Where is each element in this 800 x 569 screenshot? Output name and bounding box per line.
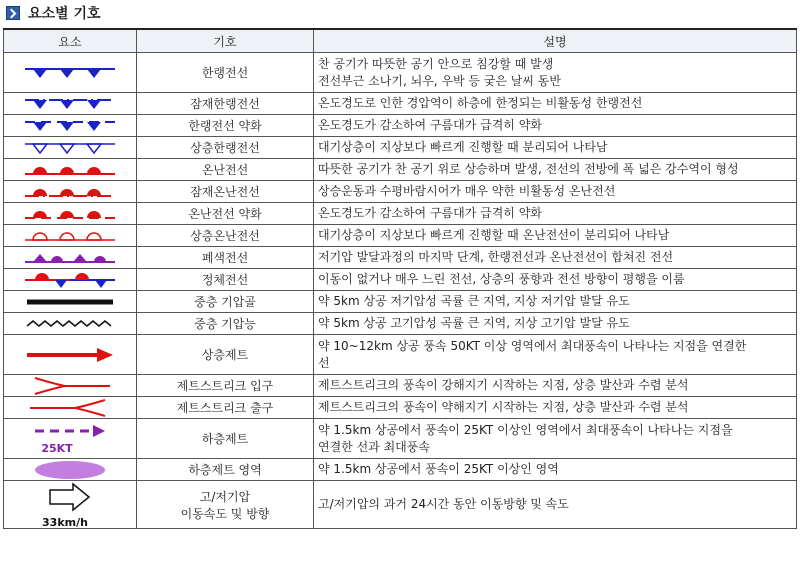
section-title: 요소별 기호	[28, 6, 101, 22]
element-name: 고/저기압 이동속도 및 방향	[137, 481, 314, 529]
element-name: 폐색전선	[137, 247, 314, 269]
table-header-row	[4, 29, 797, 53]
element-description: 대기상층이 지상보다 빠르게 진행할 때 분리되어 나타남	[314, 137, 797, 159]
symbol-cell	[4, 269, 137, 291]
mid-ridge-icon	[5, 314, 135, 334]
table-row	[4, 115, 797, 137]
header-element: 요소	[4, 29, 137, 53]
table-row	[4, 225, 797, 247]
table-row	[4, 93, 797, 115]
bullet-icon	[6, 6, 20, 20]
element-description: 저기압 발달과정의 마지막 단계, 한랭전선과 온난전선이 합쳐진 전선	[314, 247, 797, 269]
element-description: 상승운동과 수평바람시어가 매우 약한 비활동성 온난전선	[314, 181, 797, 203]
element-description: 고/저기압의 과거 24시간 동안 이동방향 및 속도	[314, 481, 797, 529]
table-row	[4, 291, 797, 313]
element-description: 대기상층이 지상보다 빠르게 진행할 때 온난전선이 분리되어 나타남	[314, 225, 797, 247]
element-description: 온도경도가 감소하여 구름대가 급격히 약화	[314, 115, 797, 137]
header-description: 설명	[314, 29, 797, 53]
occluded-front-icon	[5, 248, 135, 268]
weakening-warm-front-icon	[5, 204, 135, 224]
symbol-cell	[4, 115, 137, 137]
latent-cold-front-icon	[5, 94, 135, 114]
table-row	[4, 419, 797, 459]
upper-jet-icon	[5, 345, 135, 365]
table-row	[4, 481, 797, 529]
element-description: 온도경도로 인한 경압역이 하층에 한정되는 비활동성 한랭전선	[314, 93, 797, 115]
table-row	[4, 53, 797, 93]
low-jet-icon	[5, 422, 135, 456]
warm-front-icon	[5, 160, 135, 180]
symbol-cell	[4, 53, 137, 93]
symbol-cell	[4, 459, 137, 481]
element-name: 제트스트리크 출구	[137, 397, 314, 419]
element-name: 상층온난전선	[137, 225, 314, 247]
stationary-front-icon	[5, 270, 135, 290]
element-name: 하층제트	[137, 419, 314, 459]
upper-warm-front-icon	[5, 226, 135, 246]
element-name: 중층 기압능	[137, 313, 314, 335]
table-row	[4, 247, 797, 269]
symbol-cell	[4, 419, 137, 459]
element-description: 따뜻한 공기가 찬 공기 위로 상승하며 발생, 전선의 전방에 폭 넓은 강수역이 형성	[314, 159, 797, 181]
element-description: 이동이 없거나 매우 느린 전선, 상층의 풍향과 전선 방향이 평행을 이룸	[314, 269, 797, 291]
symbol-cell	[4, 247, 137, 269]
element-description: 제트스트리크의 풍속이 약해지기 시작하는 지점, 상층 발산과 수렴 분석	[314, 397, 797, 419]
element-name: 상층제트	[137, 335, 314, 375]
table-row	[4, 181, 797, 203]
section-heading	[6, 4, 101, 22]
symbol-cell	[4, 481, 137, 529]
movement-speed-label: 33km/h	[42, 515, 88, 528]
low-jet-area-icon	[5, 460, 135, 480]
table-row	[4, 375, 797, 397]
symbol-cell	[4, 159, 137, 181]
element-description: 약 1.5km 상공에서 풍속이 25KT 이상인 영역에서 최대풍속이 나타나는 지점을 연결한 선과 최대풍속	[314, 419, 797, 459]
element-name: 중층 기압골	[137, 291, 314, 313]
table-row	[4, 313, 797, 335]
element-description: 찬 공기가 따뜻한 공기 안으로 침강할 때 발생 전선부근 소나기, 뇌우, 우박 등 궂은 날씨 동반	[314, 53, 797, 93]
element-name: 한랭전선	[137, 53, 314, 93]
low-jet-speed-label: 25KT	[41, 441, 73, 455]
element-description: 제트스트리크의 풍속이 강해지기 시작하는 지점, 상층 발산과 수렴 분석	[314, 375, 797, 397]
header-symbol: 기호	[137, 29, 314, 53]
element-name: 한랭전선 약화	[137, 115, 314, 137]
element-name: 정체전선	[137, 269, 314, 291]
symbol-cell	[4, 291, 137, 313]
table-row	[4, 335, 797, 375]
table-row	[4, 159, 797, 181]
element-name: 온난전선 약화	[137, 203, 314, 225]
element-description: 약 10~12km 상공 풍속 50KT 이상 영역에서 최대풍속이 나타나는 지점을 연결한 선	[314, 335, 797, 375]
element-name: 상층한랭전선	[137, 137, 314, 159]
element-name: 잠재한랭전선	[137, 93, 314, 115]
table-row	[4, 137, 797, 159]
symbol-cell	[4, 137, 137, 159]
jet-exit-icon	[5, 398, 135, 418]
mid-trough-icon	[5, 292, 135, 312]
cold-front-icon	[5, 63, 135, 83]
table-row	[4, 397, 797, 419]
element-name: 잠재온난전선	[137, 181, 314, 203]
element-name: 하층제트 영역	[137, 459, 314, 481]
symbol-cell	[4, 375, 137, 397]
symbol-cell	[4, 181, 137, 203]
table-row	[4, 459, 797, 481]
element-description: 온도경도가 감소하여 구름대가 급격히 약화	[314, 203, 797, 225]
symbol-cell	[4, 225, 137, 247]
symbol-cell	[4, 203, 137, 225]
element-description: 약 1.5km 상공에서 풍속이 25KT 이상인 영역	[314, 459, 797, 481]
weakening-cold-front-icon	[5, 116, 135, 136]
symbol-cell	[4, 93, 137, 115]
element-name: 제트스트리크 입구	[137, 375, 314, 397]
symbol-cell	[4, 313, 137, 335]
jet-entrance-icon	[5, 376, 135, 396]
table-row	[4, 269, 797, 291]
element-description: 약 5km 상공 저기압성 곡률 큰 지역, 지상 저기압 발달 유도	[314, 291, 797, 313]
symbol-cell	[4, 397, 137, 419]
symbol-cell	[4, 335, 137, 375]
element-description: 약 5km 상공 고기압성 곡률 큰 지역, 지상 고기압 발달 유도	[314, 313, 797, 335]
upper-cold-front-icon	[5, 138, 135, 158]
symbol-table	[3, 28, 797, 529]
pressure-movement-icon	[5, 482, 135, 528]
element-name: 온난전선	[137, 159, 314, 181]
table-row	[4, 203, 797, 225]
latent-warm-front-icon	[5, 182, 135, 202]
